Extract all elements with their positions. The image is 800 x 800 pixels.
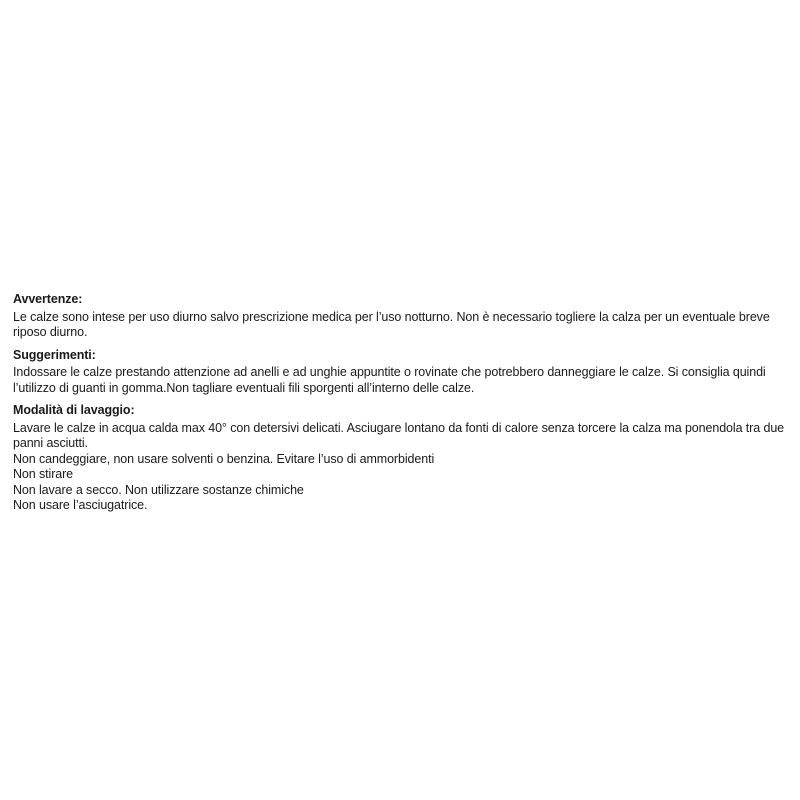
section-suggestions bbox=[13, 348, 789, 397]
washing-rule-no-dryclean: Non lavare a secco. Non utilizzare sostanze chimiche bbox=[13, 482, 304, 497]
warnings-heading: Avvertenze: bbox=[13, 292, 83, 306]
washing-heading: Modalità di lavaggio: bbox=[13, 403, 135, 417]
suggestions-paragraph: Indossare le calze prestando attenzione ad anelli e ad unghie appuntite o rovinate che potrebbero danneggiare le calze. Si consiglia quindi l’utilizzo di guanti in gomma.Non tagliare eventuali fili sporgenti all’interno delle calze. bbox=[13, 365, 766, 395]
suggestions-heading: Suggerimenti: bbox=[13, 347, 96, 362]
warnings-paragraph: Le calze sono intese per uso diurno salvo prescrizione medica per l’uso notturno. Non è necessario togliere la calza per un eventuale breve riposo diurno. bbox=[13, 309, 770, 339]
washing-rule-no-bleach: Non candeggiare, non usare solventi o benzina. Evitare l’uso di ammorbidenti bbox=[13, 451, 435, 466]
care-instructions-sheet bbox=[13, 292, 789, 514]
section-washing-instructions bbox=[13, 403, 789, 514]
washing-paragraph-main: Lavare le calze in acqua calda max 40° con detersivi delicati. Asciugare lontano da fonti di calore senza torcere la calza ma ponendola tra due panni asciutti. bbox=[13, 420, 785, 450]
washing-rule-no-tumble-dry: Non usare l’asciugatrice. bbox=[13, 498, 148, 512]
washing-rule-no-iron: Non stirare bbox=[13, 467, 74, 481]
section-warnings bbox=[13, 292, 789, 341]
